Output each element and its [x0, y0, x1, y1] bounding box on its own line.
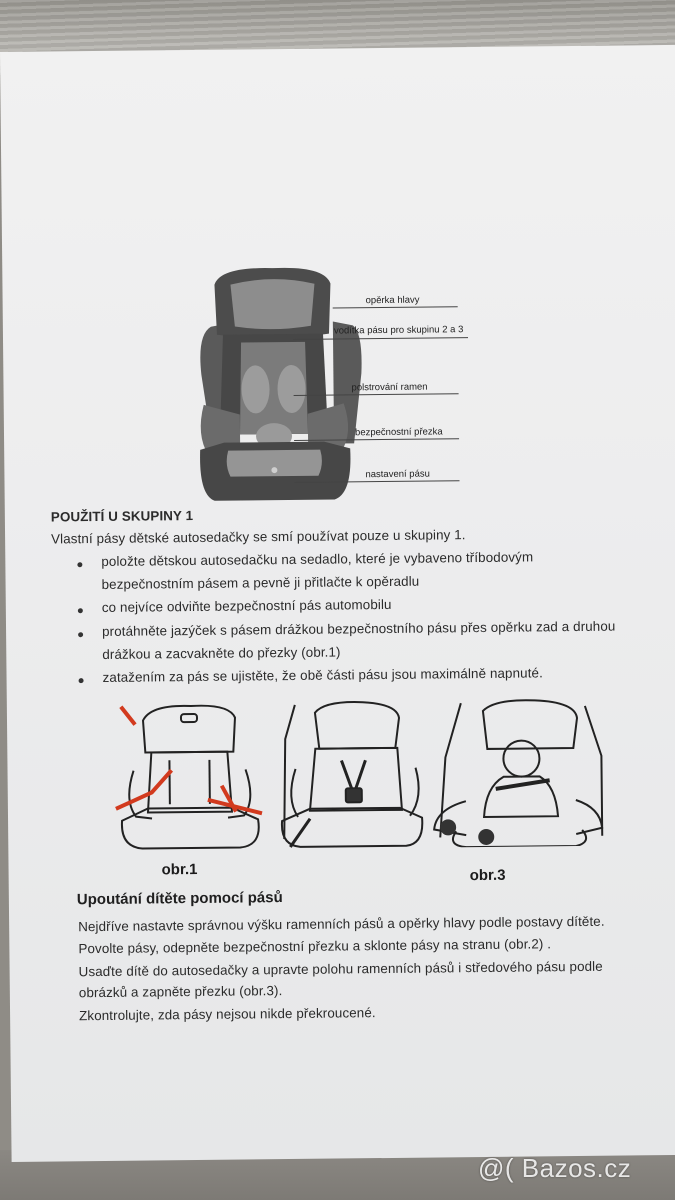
figure-3-caption: obr.3 — [469, 866, 506, 885]
section2-line-4: obrázků a zapněte přezku (obr.3). — [78, 983, 283, 1001]
label-headrest: opěrka hlavy — [365, 294, 420, 307]
figure-1-sketch — [111, 699, 269, 851]
bullet — [78, 632, 83, 637]
label-belt-adjust: nastavení pásu — [365, 468, 430, 481]
section2-title: Upoutání dítěte pomocí pásů — [76, 889, 283, 909]
bullet — [77, 562, 82, 567]
bullet — [79, 678, 84, 683]
section1-title: POUŽITÍ U SKUPINY 1 — [50, 508, 194, 525]
car-seat-diagram — [192, 262, 485, 510]
bullet-3-line-1: protáhněte jazýček s pásem drážkou bezpečnostního pásu přes opěrku zad a druhou — [101, 618, 616, 639]
figure-3-sketch — [425, 696, 612, 848]
bullet-3-line-2: drážkou a zacvakněte do přezky (obr.1) — [102, 644, 341, 662]
label-shoulder-pads: polstrování ramen — [351, 381, 428, 394]
section2-line-2: Povolte pásy, odepněte bezpečnostní přezku a sklonte pásy na stranu (obr.2) . — [78, 936, 552, 957]
bullet-4-line-1: zatažením za pás se ujistěte, že obě části pásu jsou maximálně napnuté. — [102, 665, 543, 685]
figure-2-sketch — [275, 698, 427, 850]
section1-intro: Vlastní pásy dětské autosedačky se smí používat pouze u skupiny 1. — [51, 527, 466, 547]
section2-line-3: Usaďte dítě do autosedačky a upravte polohu ramenních pásů i středového pásu podle — [78, 958, 603, 980]
bullet-1-line-2: bezpečnostním pásem a pevně ji přitlačte k opěradlu — [101, 573, 420, 592]
section2-line-5: Zkontrolujte, zda pásy nejsou nikde překroucené. — [79, 1005, 376, 1024]
label-belt-guides: vodítka pásu pro skupinu 2 a 3 — [333, 324, 464, 337]
bullet-2-line-1: co nejvíce odviňte bezpečnostní pás automobilu — [101, 596, 392, 615]
figure-1-caption: obr.1 — [161, 860, 198, 879]
manual-page — [0, 45, 675, 1162]
bullet-1-line-1: položte dětskou autosedačku na sedadlo, které je vybaveno tříbodovým — [101, 549, 534, 569]
bazos-watermark: @( Bazos.cz — [478, 1153, 632, 1183]
section2-line-1: Nejdříve nastavte správnou výšku ramenních pásů a opěrky hlavy podle postavy dítěte. — [78, 913, 605, 935]
bullet — [78, 608, 83, 613]
label-buckle: bezpečnostní přezka — [354, 426, 443, 439]
